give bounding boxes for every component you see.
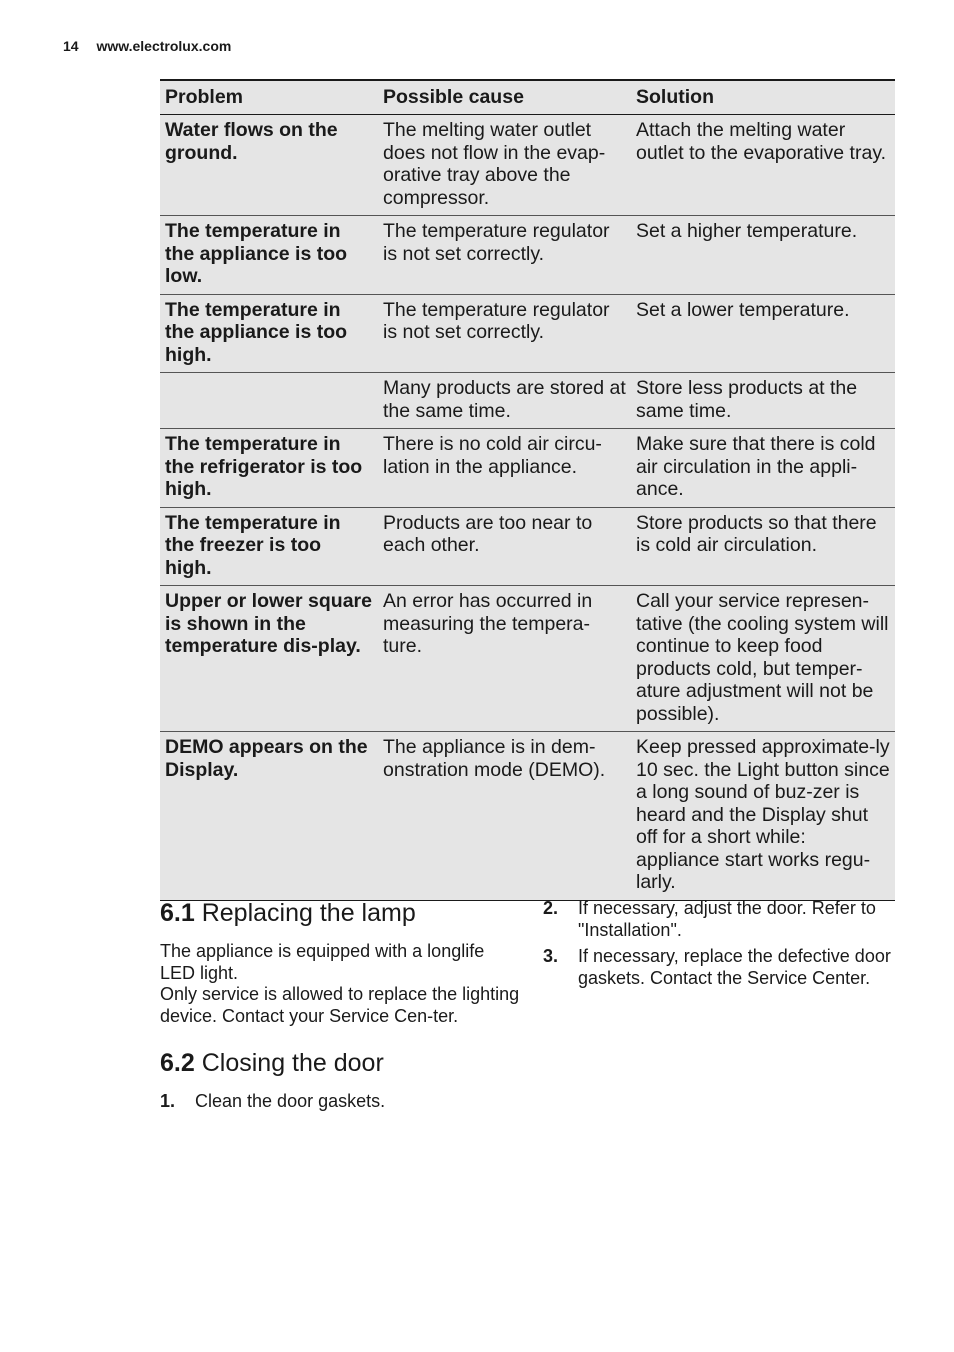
header-possible-cause: Possible cause xyxy=(378,80,631,115)
header-problem: Problem xyxy=(160,80,378,115)
table-row xyxy=(160,429,895,508)
table-row xyxy=(160,115,895,216)
paragraph: Only service is allowed to replace the lighting device. Contact your Service Cen-ter. xyxy=(160,984,520,1026)
cause-cell: The temperature regulator is not set correctly. xyxy=(378,216,631,295)
step-text: Clean the door gaskets. xyxy=(195,1091,386,1111)
problem-cell: The temperature in the appliance is too low. xyxy=(160,216,378,295)
problem-cell: The temperature in the freezer is too high. xyxy=(160,507,378,586)
problem-cell: Water flows on the ground. xyxy=(160,115,378,216)
website-url: www.electrolux.com xyxy=(96,38,232,54)
table-row xyxy=(160,294,895,373)
troubleshooting-table xyxy=(160,79,895,901)
problem-cell: Upper or lower square is shown in the temperature dis-play. xyxy=(160,586,378,732)
solution-cell: Store less products at the same time. xyxy=(631,373,895,429)
solution-cell: Make sure that there is cold air circulation in the appli-ance. xyxy=(631,429,895,508)
cause-cell: Many products are stored at the same time. xyxy=(378,373,631,429)
table-row xyxy=(160,586,895,732)
section-replacing-lamp xyxy=(160,897,520,1027)
table-row xyxy=(160,507,895,586)
list-item xyxy=(160,1091,520,1113)
left-column xyxy=(160,897,520,1113)
section-title: Closing the door xyxy=(201,1049,384,1077)
cause-cell: An error has occurred in measuring the tempera-ture. xyxy=(378,586,631,732)
page-header xyxy=(63,38,231,54)
right-column xyxy=(543,898,895,989)
cause-cell: There is no cold air circu-lation in the appliance. xyxy=(378,429,631,508)
solution-cell: Attach the melting water outlet to the evaporative tray. xyxy=(631,115,895,216)
step-text: If necessary, adjust the door. Refer to "Installation". xyxy=(578,898,876,940)
page-number: 14 xyxy=(63,38,79,54)
list-item xyxy=(543,946,895,989)
section-title: Replacing the lamp xyxy=(201,899,416,927)
solution-cell: Store products so that there is cold air circulation. xyxy=(631,507,895,586)
section-closing-door xyxy=(160,1047,520,1113)
section-heading xyxy=(160,897,520,929)
section-number: 6.1 xyxy=(160,899,195,927)
table-header-row xyxy=(160,80,895,115)
table-row xyxy=(160,732,895,901)
problem-cell xyxy=(160,373,378,429)
solution-cell: Set a lower temperature. xyxy=(631,294,895,373)
list-item xyxy=(543,898,895,941)
problem-cell: DEMO appears on the Display. xyxy=(160,732,378,901)
section-number: 6.2 xyxy=(160,1049,195,1077)
problem-cell: The temperature in the appliance is too high. xyxy=(160,294,378,373)
cause-cell: The appliance is in dem-onstration mode (DEMO). xyxy=(378,732,631,901)
table-row xyxy=(160,373,895,429)
step-text: If necessary, replace the defective door gaskets. Contact the Service Center. xyxy=(578,946,891,988)
problem-cell: The temperature in the refrigerator is too high. xyxy=(160,429,378,508)
cause-cell: The melting water outlet does not flow in the evap-orative tray above the compressor. xyxy=(378,115,631,216)
cause-cell: Products are too near to each other. xyxy=(378,507,631,586)
header-solution: Solution xyxy=(631,80,895,115)
solution-cell: Set a higher temperature. xyxy=(631,216,895,295)
step-number: 2. xyxy=(543,898,559,918)
solution-cell: Call your service represen-tative (the cooling system will continue to keep food products cold, but temper-ature adjustment will not be possible). xyxy=(631,586,895,732)
cause-cell: The temperature regulator is not set correctly. xyxy=(378,294,631,373)
paragraph: The appliance is equipped with a longlife LED light. xyxy=(160,941,485,983)
solution-cell: Keep pressed approximate-ly 10 sec. the Light button since a long sound of buz-zer is heard and the Display shut off for a short while: appliance start works regu-larly. xyxy=(631,732,895,901)
step-number: 3. xyxy=(543,946,559,966)
section-heading xyxy=(160,1047,520,1079)
step-number: 1. xyxy=(160,1091,176,1111)
table-row xyxy=(160,216,895,295)
